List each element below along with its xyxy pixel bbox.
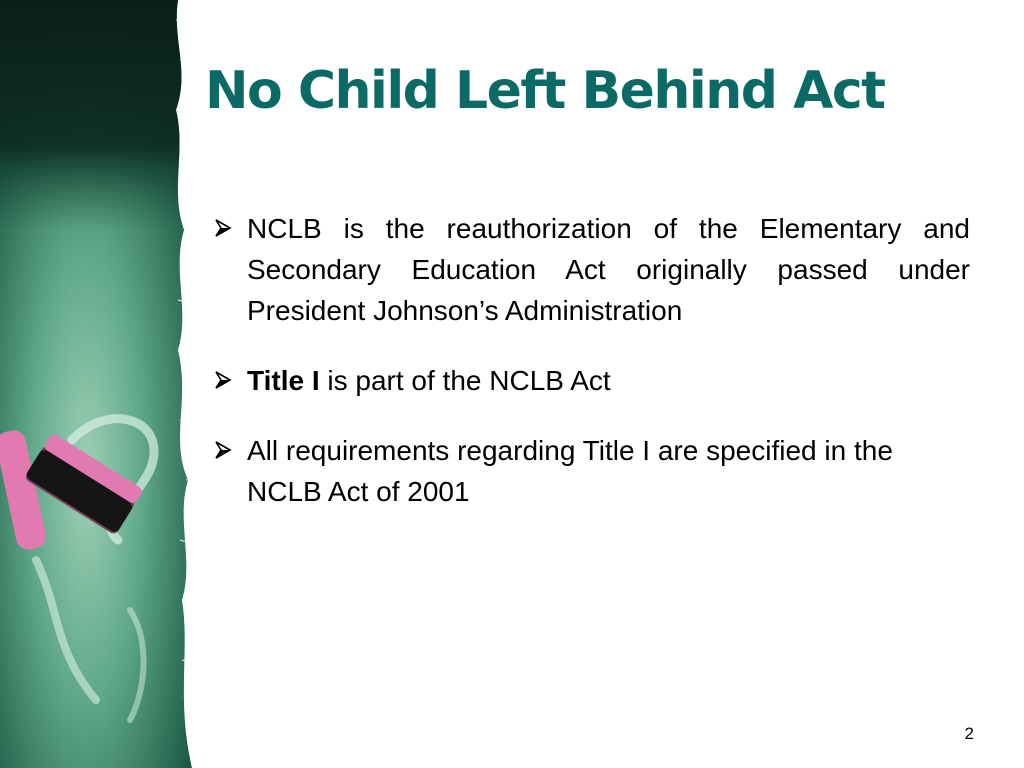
bullet-item (210, 208, 970, 331)
bullet-list (210, 208, 970, 541)
arrowhead-bullet-icon (212, 217, 234, 239)
bullet-item (210, 430, 970, 512)
page-number: 2 (964, 724, 974, 743)
bullet-text: is part of the NCLB Act (319, 365, 611, 396)
bullet-text: NCLB is the reauthorization of the Elementary and Secondary Education Act originally passed under President Johnson’s Administration (247, 213, 970, 326)
chalkboard-decoration (0, 0, 210, 768)
arrowhead-bullet-icon (212, 439, 234, 461)
bullet-text: All requirements regarding Title I are specified in the NCLB Act of 2001 (247, 435, 893, 507)
bullet-item (210, 360, 970, 401)
bullet-bold-text: Title I (247, 365, 320, 396)
slide-title: No Child Left Behind Act (205, 61, 885, 121)
arrowhead-bullet-icon (212, 369, 234, 391)
